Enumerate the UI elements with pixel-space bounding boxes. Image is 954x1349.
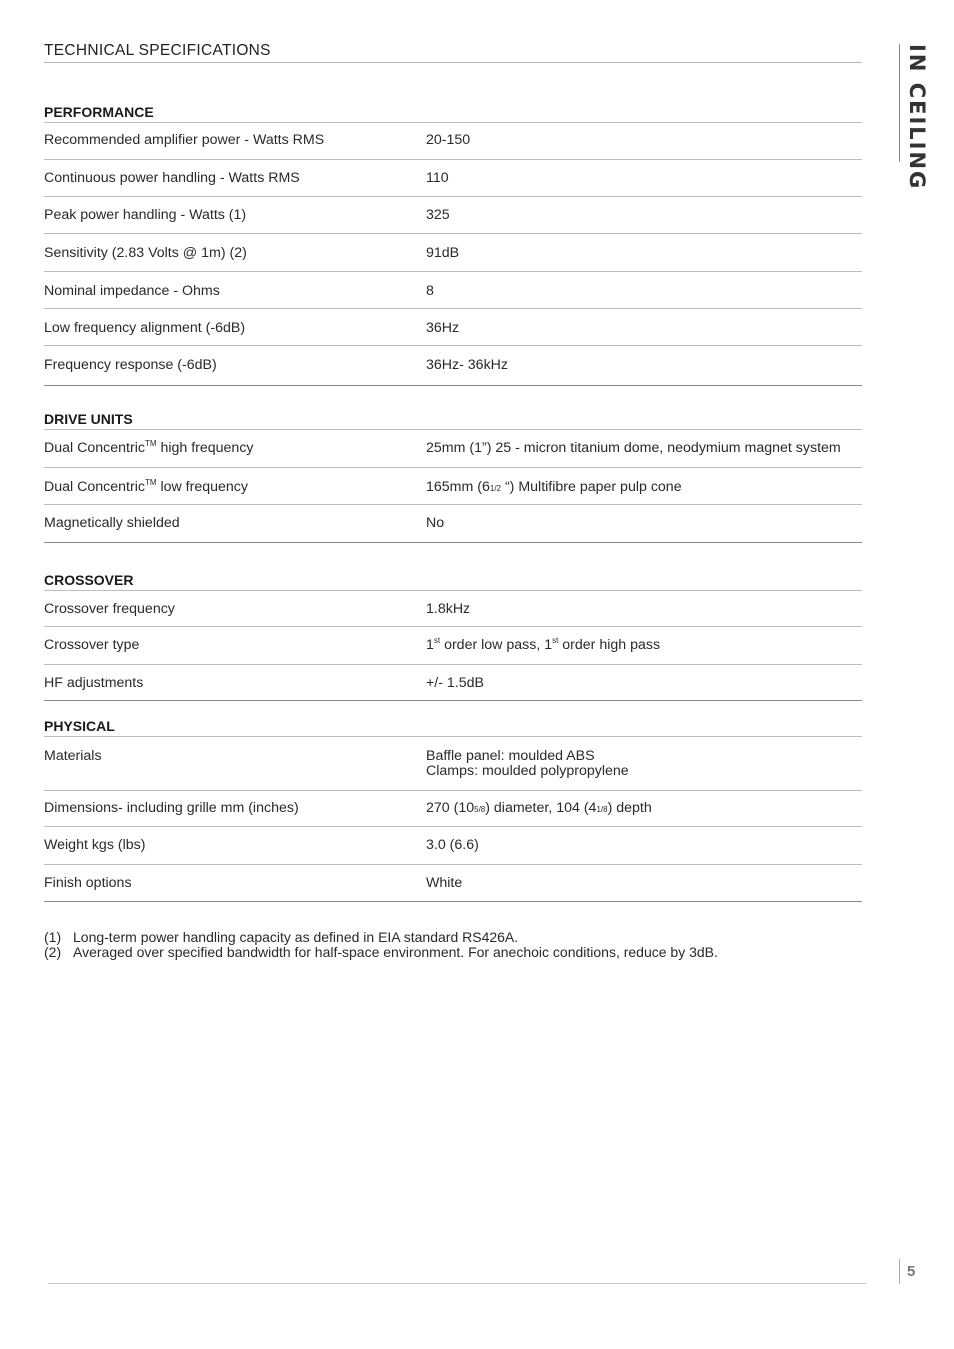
section-heading: PHYSICAL (44, 718, 862, 737)
spec-label: Finish options (44, 875, 132, 891)
spec-row (44, 309, 862, 346)
section-heading: CROSSOVER (44, 572, 862, 591)
spec-row (44, 505, 862, 543)
footnote: (2) Averaged over specified bandwidth for half-space environment. For anechoic conditions, reduce by 3dB. (44, 944, 718, 960)
spec-label: Dimensions- including grille mm (inches) (44, 800, 299, 816)
spec-label: Peak power handling - Watts (1) (44, 207, 247, 223)
spec-row (44, 865, 862, 902)
footnotes (44, 930, 718, 960)
title-divider (44, 62, 862, 63)
spec-value: White (426, 875, 463, 891)
spec-label: Sensitivity (2.83 Volts @ 1m) (2) (44, 245, 247, 261)
footnote: (1) Long-term power handling capacity as defined in EIA standard RS426A. (44, 929, 519, 945)
side-tab-divider (899, 44, 900, 162)
spec-value: 8 (426, 283, 434, 299)
spec-label: Weight kgs (lbs) (44, 837, 146, 853)
spec-value: 110 (426, 170, 449, 186)
side-tab-label: IN CEILING (905, 44, 929, 191)
spec-row (44, 272, 862, 309)
spec-row (44, 160, 862, 197)
spec-value: 325 (426, 207, 450, 223)
spec-label: Crossover type (44, 637, 140, 653)
spec-value: 1.8kHz (426, 601, 471, 617)
spec-value: 36Hz- 36kHz (426, 357, 509, 373)
spec-row (44, 591, 862, 627)
spec-label: HF adjustments (44, 675, 144, 691)
page-title: TECHNICAL SPECIFICATIONS (44, 42, 271, 59)
spec-row (44, 827, 862, 865)
page-number-divider (899, 1259, 900, 1284)
spec-row (44, 627, 862, 665)
footer-divider (48, 1283, 866, 1284)
spec-value: No (426, 515, 445, 531)
section-physical (44, 718, 862, 902)
section-heading: PERFORMANCE (44, 104, 862, 123)
spec-value: 270 (105/8) diameter, 104 (41/8) depth (426, 800, 652, 816)
spec-value: 3.0 (6.6) (426, 837, 479, 853)
spec-row (44, 234, 862, 272)
spec-label: Dual Concentric™ high frequency (44, 439, 254, 456)
spec-value: 91dB (426, 245, 460, 261)
spec-label: Low frequency alignment (-6dB) (44, 320, 246, 336)
spec-label: Frequency response (-6dB) (44, 357, 217, 373)
spec-value: Baffle panel: moulded ABS Clamps: moulded polypropylene (426, 748, 629, 779)
page-number: 5 (907, 1263, 916, 1280)
spec-value: +/- 1.5dB (426, 675, 484, 691)
spec-value: 36Hz (426, 320, 460, 336)
spec-value: 20-150 (426, 132, 471, 148)
spec-value: 165mm (61/2 “) Multifibre paper pulp cone (426, 479, 682, 495)
spec-value: 25mm (1”) 25 - micron titanium dome, neodymium magnet system (426, 440, 841, 456)
section-heading: DRIVE UNITS (44, 411, 862, 430)
spec-label: Dual Concentric™ low frequency (44, 478, 248, 495)
spec-row (44, 791, 862, 827)
spec-label: Magnetically shielded (44, 515, 180, 531)
spec-row (44, 197, 862, 234)
spec-value: 1st order low pass, 1st order high pass (426, 636, 661, 653)
spec-label: Materials (44, 748, 102, 764)
section-performance (44, 104, 862, 386)
section-crossover (44, 572, 862, 701)
spec-label: Continuous power handling - Watts RMS (44, 170, 300, 186)
spec-row (44, 346, 862, 386)
spec-row (44, 468, 862, 505)
spec-row (44, 665, 862, 701)
section-drive-units (44, 411, 862, 543)
spec-row (44, 123, 862, 160)
spec-row (44, 737, 862, 791)
spec-label: Crossover frequency (44, 601, 175, 617)
spec-label: Nominal impedance - Ohms (44, 283, 220, 299)
spec-row (44, 430, 862, 468)
spec-label: Recommended amplifier power - Watts RMS (44, 132, 325, 148)
